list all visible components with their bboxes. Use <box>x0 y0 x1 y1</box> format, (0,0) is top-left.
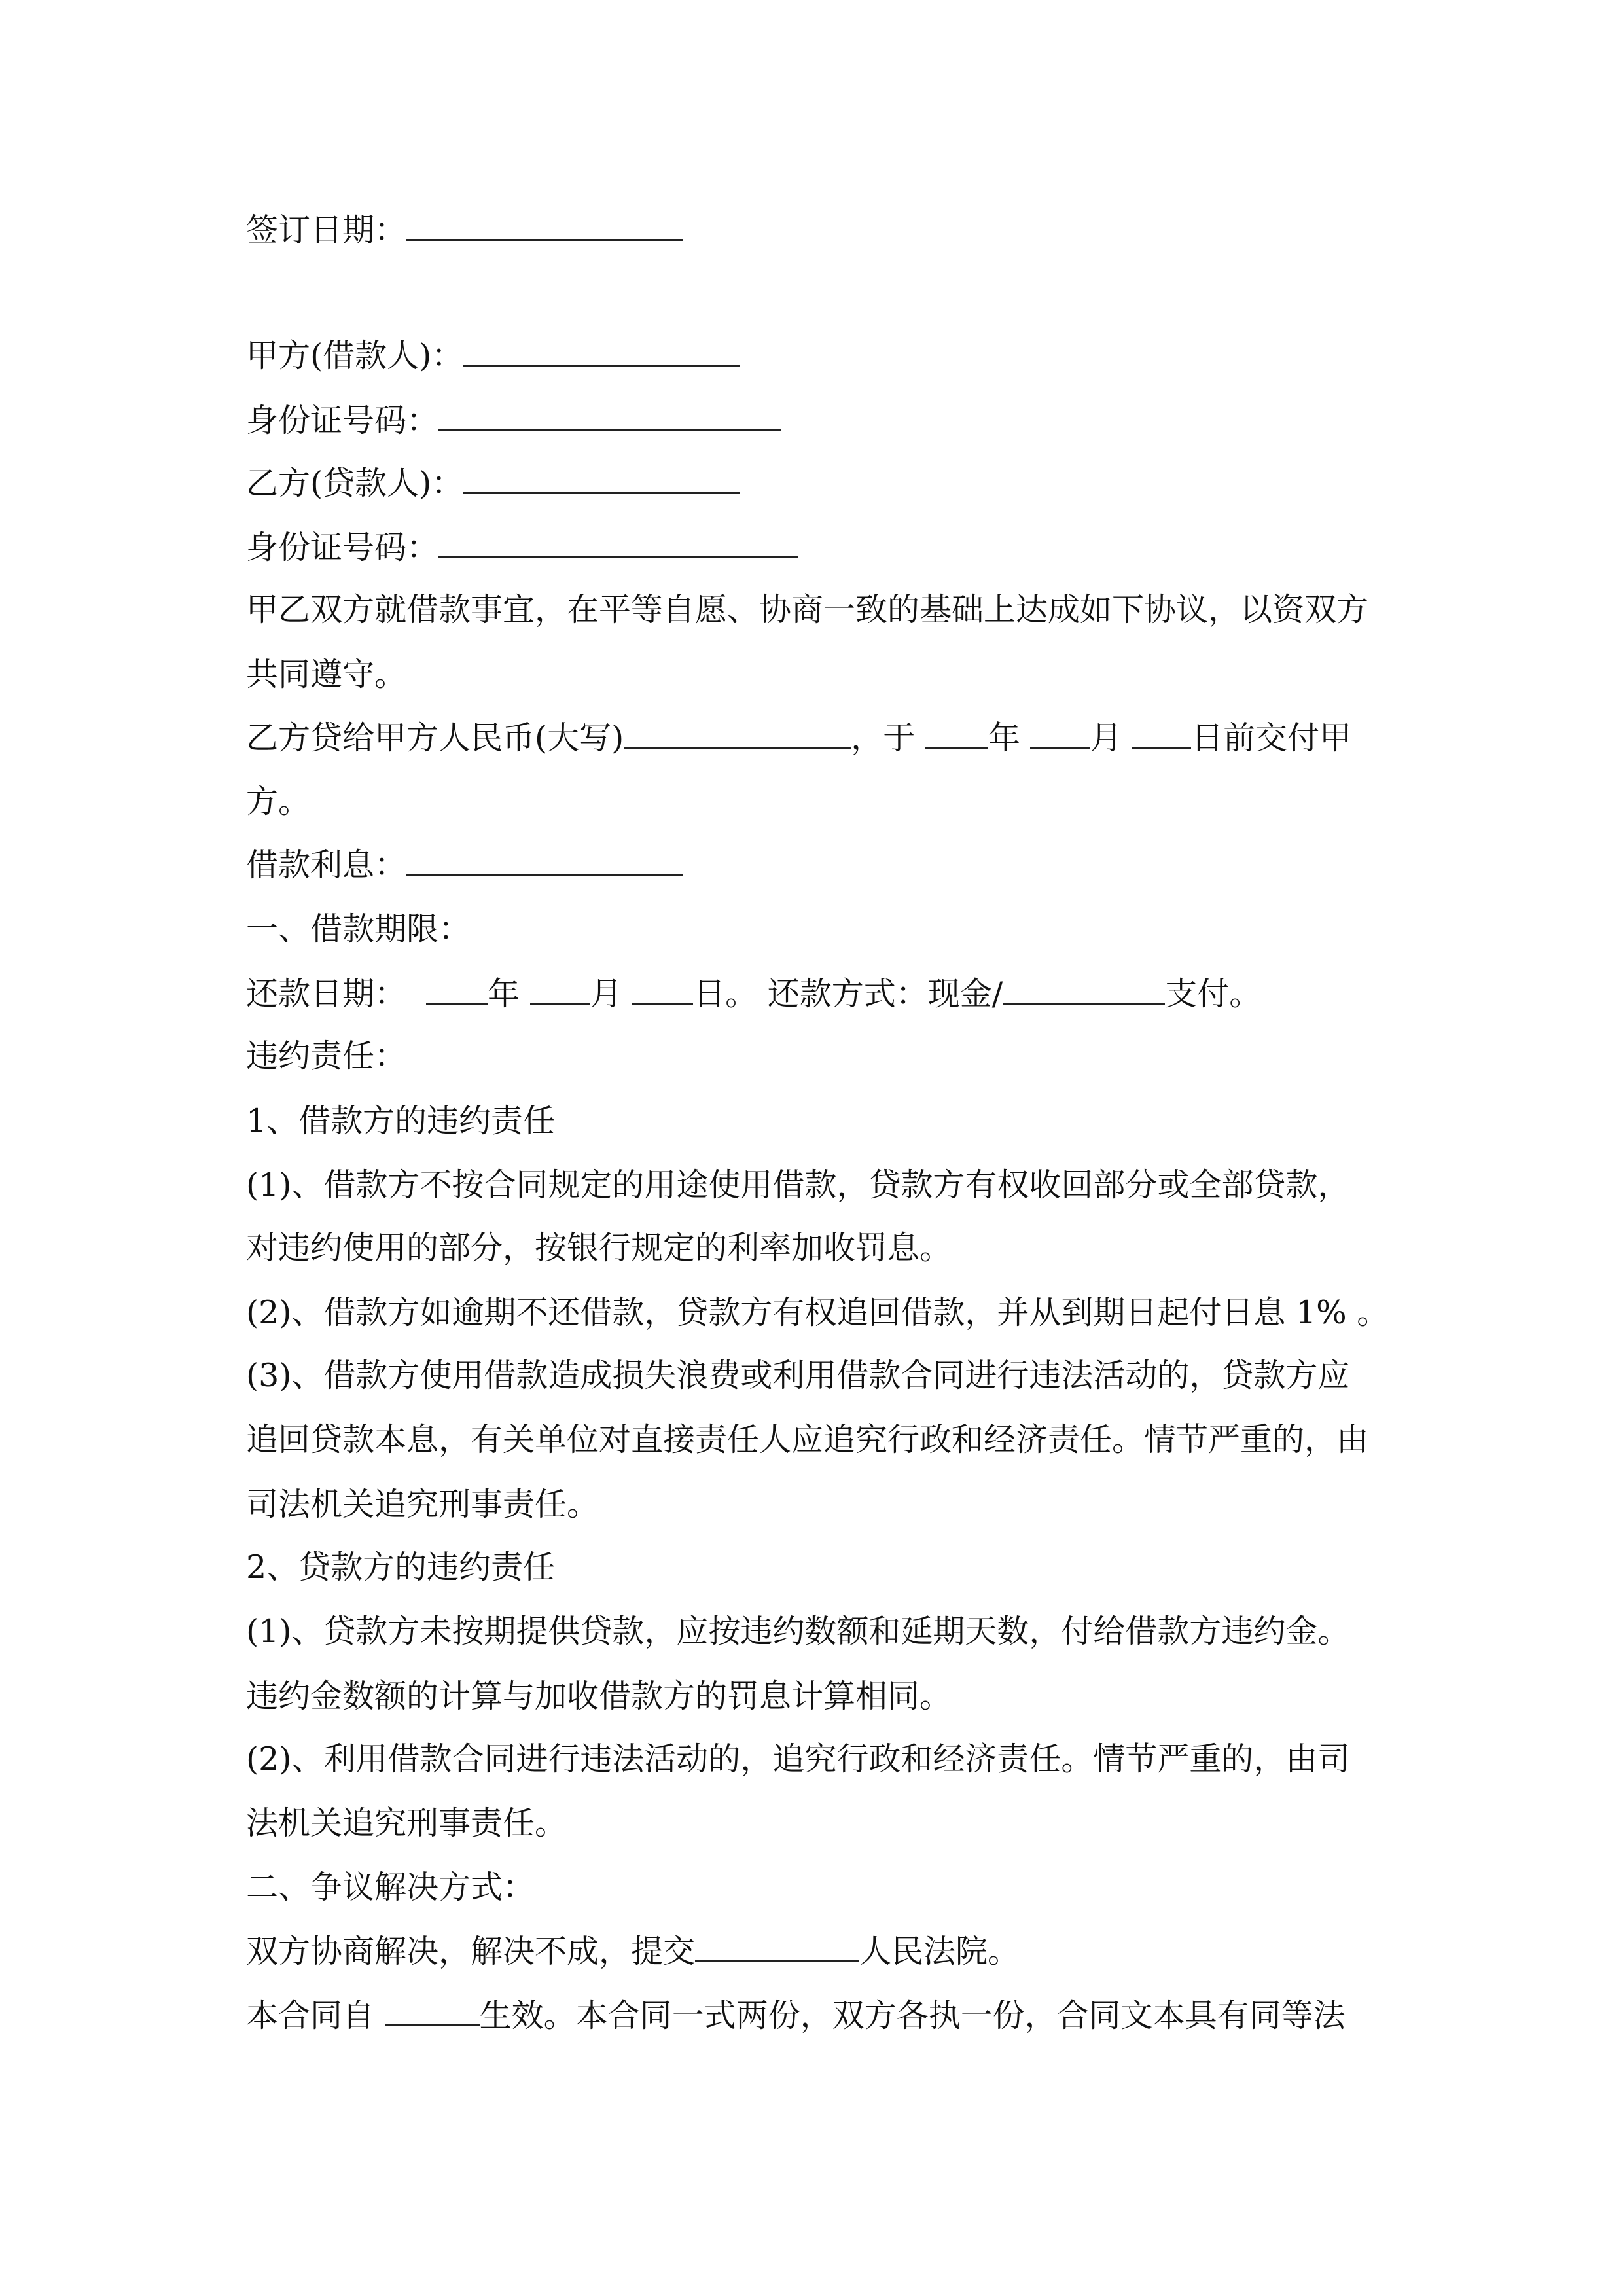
section-title: 一、借款期限： <box>246 910 471 948</box>
sign-date-line <box>246 210 683 250</box>
day-blank[interactable] <box>1132 718 1191 749</box>
id-label: 身份证号码： <box>246 529 439 566</box>
text: ，于 <box>851 719 925 757</box>
sign-date-blank[interactable] <box>406 210 683 241</box>
party-a-id-blank[interactable] <box>438 401 781 431</box>
clause-text: (3)、借款方使用借款造成损失浪费或利用借款合同进行违法活动的，贷款方应 <box>246 1357 1350 1394</box>
clause-text: (2)、利用借款合同进行违法活动的，追究行政和经济责任。情节严重的，由司 <box>246 1740 1350 1778</box>
party-b-id-line <box>246 528 798 567</box>
year-blank[interactable] <box>925 718 988 749</box>
clause-text: 追回贷款本息，有关单位对直接责任人应追究行政和经济责任。情节严重的，由 <box>246 1421 1369 1458</box>
sign-date-label: 签订日期： <box>246 211 407 249</box>
interest-blank[interactable] <box>406 845 683 876</box>
party-b-id-blank[interactable] <box>438 528 798 558</box>
party-b-blank[interactable] <box>463 463 740 494</box>
loan-amount-blank[interactable] <box>624 718 851 749</box>
text: 还款日期： <box>246 975 407 1013</box>
text: 生效。本合同一式两份，双方各执一份，合同文本具有同等法 <box>479 1997 1346 2034</box>
interest-label: 借款利息： <box>246 846 407 884</box>
text: 日。 还款方式：现金/ <box>693 975 1003 1013</box>
section-title: 二、争议解决方式： <box>246 1869 535 1906</box>
clause-text: 对违约使用的部分，按银行规定的利率加收罚息。 <box>246 1229 952 1266</box>
effect-line <box>246 1996 1346 2036</box>
intro-line: 共同遵守。 <box>246 656 407 693</box>
clause-text: (1)、贷款方未按期提供贷款，应按违约数额和延期天数，付给借款方违约金。 <box>246 1613 1350 1650</box>
text: 支付。 <box>1165 975 1262 1013</box>
text: 日前交付甲 <box>1190 719 1351 757</box>
text: 月 <box>1090 719 1132 757</box>
text: 月 <box>590 975 633 1013</box>
dispute-line <box>246 1931 1020 1971</box>
repay-year-blank[interactable] <box>426 974 488 1005</box>
payment-method-blank[interactable] <box>1003 974 1165 1005</box>
clause-text: 司法机关追究刑事责任。 <box>246 1486 599 1523</box>
repay-month-blank[interactable] <box>530 974 590 1005</box>
text: 双方协商解决，解决不成，提交 <box>246 1933 696 1970</box>
party-a-blank[interactable] <box>463 336 740 367</box>
clause-text: (2)、借款方如逾期不还借款，贷款方有权追回借款，并从到期日起付日息 1% 。 <box>246 1294 1389 1331</box>
court-blank[interactable] <box>695 1931 859 1962</box>
text: 本合同自 <box>246 1997 385 2034</box>
text: 年 <box>488 975 530 1013</box>
party-a-label: 甲方(借款人)： <box>246 337 464 374</box>
party-a-id-line <box>246 401 781 440</box>
section-title: 违约责任： <box>246 1037 407 1075</box>
clause-text: (1)、借款方不按合同规定的用途使用借款，贷款方有权收回部分或全部贷款， <box>246 1166 1350 1204</box>
clause-text: 法机关追究刑事责任。 <box>246 1804 567 1842</box>
id-label: 身份证号码： <box>246 402 439 439</box>
loan-amount-line <box>246 718 1351 758</box>
party-b-label: 乙方(贷款人)： <box>246 465 464 502</box>
interest-line <box>246 845 683 885</box>
loan-line-end: 方。 <box>246 783 311 820</box>
clause-text: 违约金数额的计算与加收借款方的罚息计算相同。 <box>246 1677 952 1715</box>
text: 人民法院。 <box>859 1933 1020 1970</box>
party-b-line <box>246 463 740 503</box>
subsection-title: 2、贷款方的违约责任 <box>246 1549 556 1586</box>
text: 年 <box>988 719 1031 757</box>
effective-date-blank[interactable] <box>385 1996 480 2026</box>
text: 乙方贷给甲方人民币(大写) <box>246 719 624 757</box>
intro-line: 甲乙双方就借款事宜，在平等自愿、协商一致的基础上达成如下协议，以资双方 <box>246 591 1369 628</box>
repay-line <box>246 974 1261 1014</box>
subsection-title: 1、借款方的违约责任 <box>246 1102 556 1139</box>
repay-day-blank[interactable] <box>632 974 693 1005</box>
party-a-line <box>246 336 740 376</box>
month-blank[interactable] <box>1030 718 1090 749</box>
